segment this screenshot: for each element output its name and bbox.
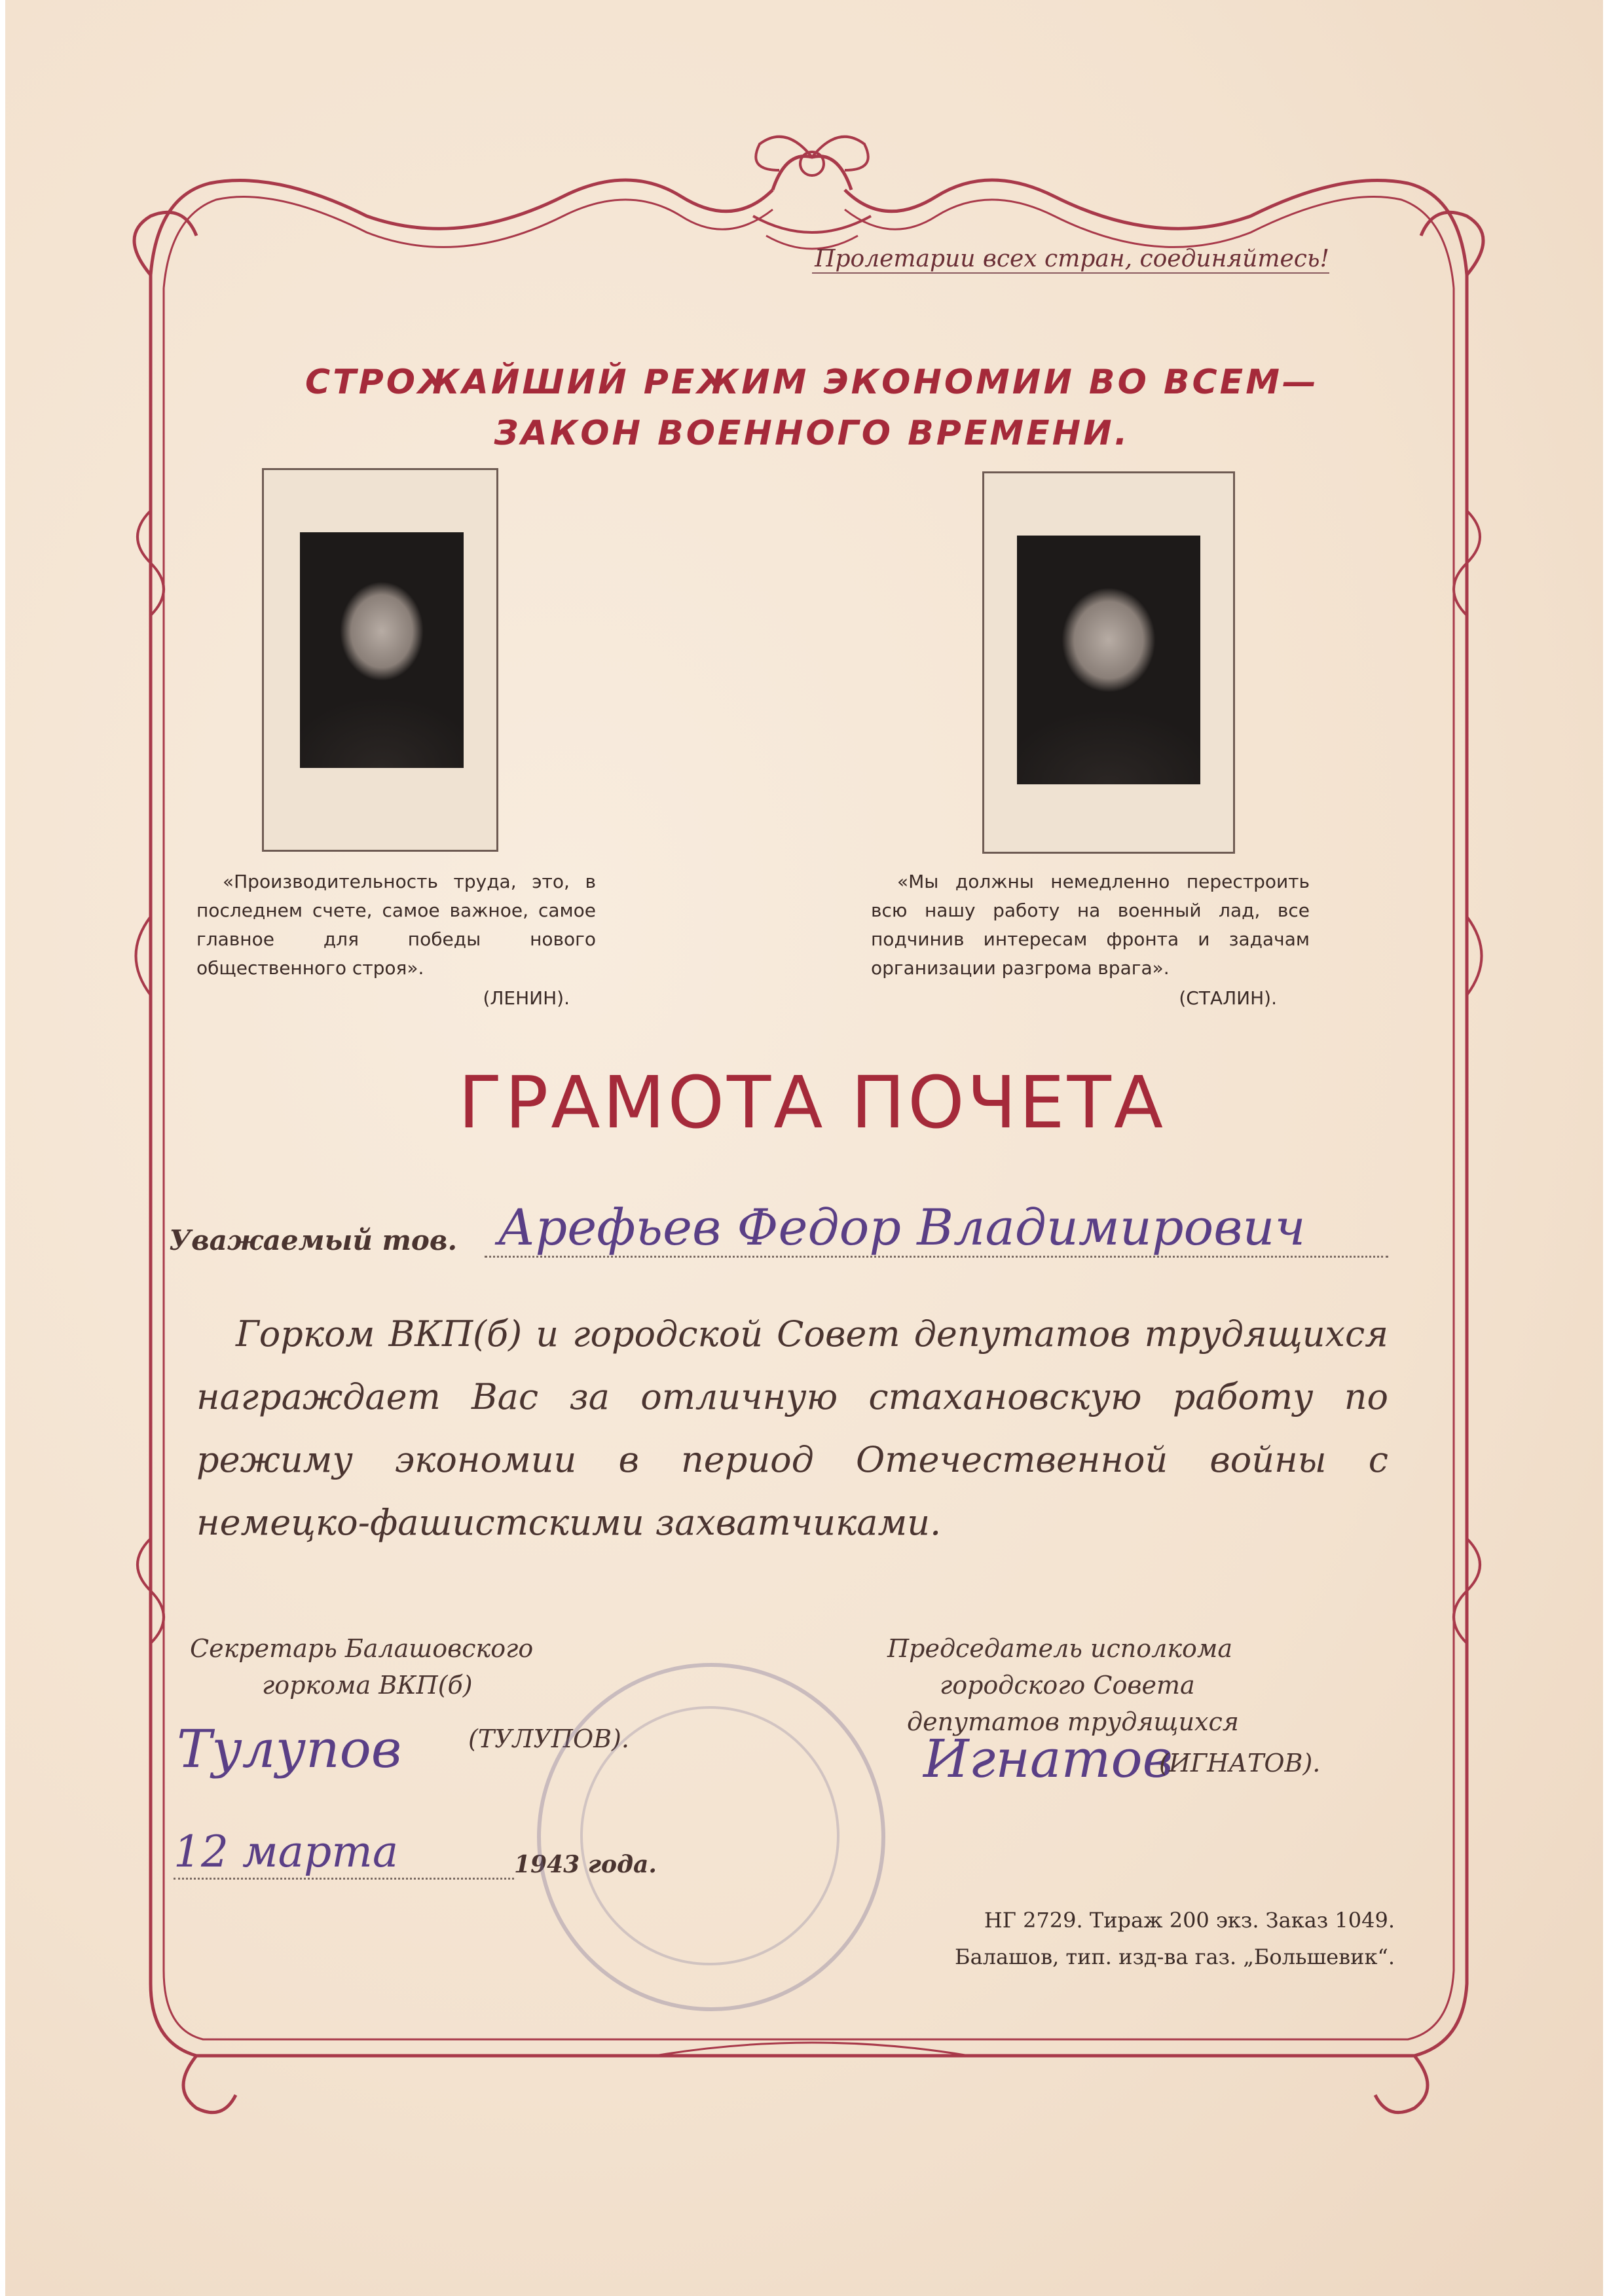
portrait-photo-icon bbox=[1017, 536, 1200, 784]
left-signer-title-line1: Секретарь Балашовского bbox=[190, 1634, 534, 1663]
right-signer-title bbox=[887, 1630, 1239, 1740]
portrait-right-frame bbox=[982, 471, 1235, 854]
address-label: Уважаемый тов. bbox=[169, 1224, 458, 1256]
print-info-line2: Балашов, тип. изд-ва газ. „Большевик“. bbox=[955, 1944, 1395, 1969]
certificate-title: ГРАМОТА ПОЧЕТА bbox=[458, 1061, 1166, 1144]
stamp-seal bbox=[537, 1663, 885, 2011]
award-body-text: Горком ВКП(б) и городской Совет депутатов трудящихся награждает Вас за отличную стахановскую работу по режиму экономии в период Отечественной войны с немецко-фашистскими захватчиками. bbox=[196, 1313, 1388, 1543]
portrait-photo-icon bbox=[300, 532, 464, 768]
left-signer-title bbox=[190, 1630, 533, 1704]
quote-left-author: (ЛЕНИН). bbox=[483, 987, 570, 1009]
quote-right: «Мы должны немедленно перестроить всю нашу работу на военный лад, все подчинив интересам фронта и задачам организации разгрома врага». bbox=[871, 871, 1310, 979]
proletarian-slogan: Пролетарии всех стран, соединяйтесь! bbox=[812, 246, 1329, 274]
print-info bbox=[917, 1902, 1395, 1975]
headline-line2: ЗАКОН ВОЕННОГО ВРЕМЕНИ. bbox=[494, 414, 1130, 453]
right-signature: Игнатов bbox=[923, 1728, 1173, 1789]
date-line bbox=[174, 1878, 514, 1880]
recipient-name: Арефьев Федор Владимирович bbox=[498, 1198, 1306, 1256]
left-signer-name: (ТУЛУПОВ). bbox=[468, 1724, 629, 1753]
date-printed: 1943 года. bbox=[514, 1851, 657, 1878]
right-signer-name: (ИГНАТОВ). bbox=[1159, 1749, 1321, 1777]
left-signature: Тулупов bbox=[177, 1719, 402, 1779]
left-signer-title-line2: горкома ВКП(б) bbox=[262, 1671, 473, 1700]
headline-line1: СТРОЖАЙШИЙ РЕЖИМ ЭКОНОМИИ ВО ВСЕМ— bbox=[305, 363, 1319, 402]
quote-left: «Производительность труда, это, в последнем счете, самое важное, самое главное для победы нового общественного строя». bbox=[196, 871, 596, 979]
right-signer-title-line1: Председатель исполкома bbox=[887, 1634, 1233, 1663]
headline bbox=[196, 357, 1428, 459]
quote-right-author: (СТАЛИН). bbox=[1179, 987, 1277, 1009]
right-signer-title-line2: городского Совета bbox=[940, 1671, 1195, 1700]
date-handwritten: 12 марта bbox=[174, 1827, 399, 1877]
stamp-inner-ring bbox=[580, 1706, 840, 1965]
portrait-left-frame bbox=[262, 468, 498, 852]
print-info-line1: НГ 2729. Тираж 200 экз. Заказ 1049. bbox=[984, 1908, 1395, 1933]
right-signer-title-line3: депутатов трудящихся bbox=[907, 1707, 1239, 1736]
